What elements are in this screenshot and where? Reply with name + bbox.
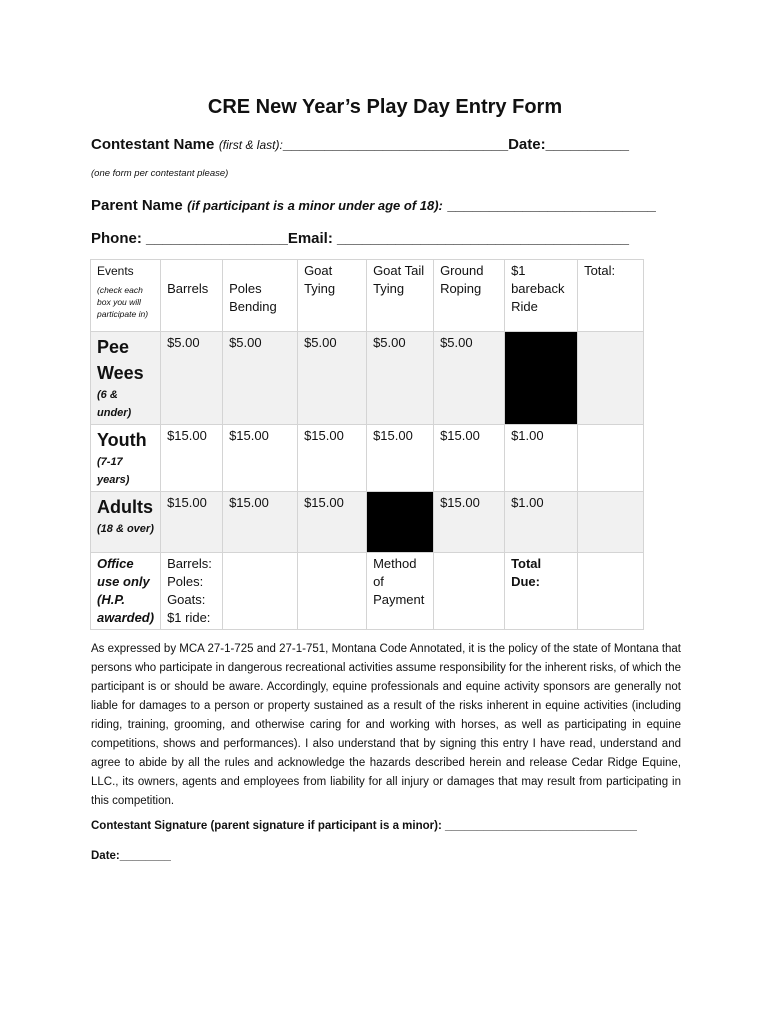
col-header-ground-roping: Ground Roping <box>434 260 505 332</box>
col-header-goat-tail-tying: Goat Tail Tying <box>367 260 434 332</box>
liability-text: As expressed by MCA 27-1-725 and 27-1-751, Montana Code Annotated, it is the policy of the state of Montana that persons who participate in dangerous recreational activities assume responsibility for the inherent risks, of which the participant is or should be aware. Accordingly, equine professionals and equine activity sponsors are generally not liable for damages to a person or property sustained as a result of the risks inherent in equine activities (including riding, training, grooming, and otherwise caring for and working with horses, as well as participating in equine competitions, shows and performances). I also understand that by signing this entry I have read, understand and agree to abide by all the rules and acknowledge the hazards described herein and release Cedar Ridge Equine, LLC., its owners, agents and employees from liability for all injury or damages that may result from participating in this competition. <box>91 643 681 807</box>
office-use-label: Office use only (H.P. awarded) <box>91 553 161 630</box>
col-header-total: Total: <box>578 260 644 332</box>
events-header-cell <box>91 260 161 332</box>
signature-date-line[interactable]: Date:________ <box>91 850 171 862</box>
parent-name-line[interactable] <box>91 197 656 215</box>
adults-goat-tying[interactable]: $15.00 <box>298 492 367 553</box>
date-field[interactable]: Date:__________ <box>508 136 630 153</box>
row-label-youth <box>91 425 161 492</box>
events-label: Events <box>97 264 134 278</box>
table-row-pee-wees <box>91 332 644 425</box>
one-form-note: (one form per contestant please) <box>91 168 229 179</box>
tally-goats: Goats: <box>167 592 206 607</box>
youth-poles[interactable]: $15.00 <box>223 425 298 492</box>
col-header-barrels: Barrels <box>161 260 223 332</box>
office-empty-2 <box>298 553 367 630</box>
events-note: (check each box you will participate in) <box>97 285 149 319</box>
adults-bareback[interactable]: $1.00 <box>505 492 578 553</box>
table-row-office <box>91 553 644 630</box>
adults-barrels[interactable]: $15.00 <box>161 492 223 553</box>
office-empty-1 <box>223 553 298 630</box>
youth-barrels[interactable]: $15.00 <box>161 425 223 492</box>
youth-ground-roping[interactable]: $15.00 <box>434 425 505 492</box>
pee-wees-poles[interactable]: $5.00 <box>223 332 298 425</box>
youth-bareback[interactable]: $1.00 <box>505 425 578 492</box>
tally-poles: Poles: <box>167 574 204 589</box>
adults-ground-roping[interactable]: $15.00 <box>434 492 505 553</box>
pee-wees-ground-roping[interactable]: $5.00 <box>434 332 505 425</box>
adults-name: Adults <box>97 497 153 517</box>
method-of-payment: Method of Payment <box>367 553 434 630</box>
parent-name-hint: (if participant is a minor under age of 18): <box>187 198 443 213</box>
phone-field[interactable]: Phone: _________________ <box>91 230 288 247</box>
tally-bareback: $1 ride: <box>167 610 211 625</box>
contestant-name-line[interactable] <box>91 136 629 154</box>
contact-line[interactable] <box>91 230 629 248</box>
pee-wees-age: (6 & under) <box>97 389 132 419</box>
events-table <box>90 259 644 630</box>
adults-total[interactable] <box>578 492 644 553</box>
youth-goat-tail[interactable]: $15.00 <box>367 425 434 492</box>
col-header-bareback: $1 bareback Ride <box>505 260 578 332</box>
pee-wees-barrels[interactable]: $5.00 <box>161 332 223 425</box>
contestant-name-hint: (first & last): <box>218 138 283 152</box>
contestant-name-label: Contestant Name <box>91 136 215 153</box>
signature-line[interactable]: Contestant Signature (parent signature if participant is a minor): ______________________________ <box>91 820 637 832</box>
office-tally <box>161 553 223 630</box>
contestant-name-blank[interactable]: ___________________________ <box>282 136 509 153</box>
col-header-poles: Poles Bending <box>223 260 298 332</box>
form-title: CRE New Year’s Play Day Entry Form <box>207 96 563 118</box>
youth-total[interactable] <box>578 425 644 492</box>
parent-name-blank[interactable]: _________________________ <box>447 197 656 214</box>
youth-goat-tying[interactable]: $15.00 <box>298 425 367 492</box>
youth-name: Youth <box>97 430 147 450</box>
adults-age: (18 & over) <box>97 523 154 535</box>
pee-wees-name: Pee Wees <box>97 337 144 383</box>
total-due-label: Total Due: <box>505 553 578 630</box>
adults-goat-tail-blocked <box>367 492 434 553</box>
col-header-goat-tying: Goat Tying <box>298 260 367 332</box>
email-field[interactable]: Email: ___________________________________ <box>287 230 629 247</box>
table-row-youth <box>91 425 644 492</box>
adults-poles[interactable]: $15.00 <box>223 492 298 553</box>
parent-name-label: Parent Name <box>91 197 183 214</box>
tally-barrels: Barrels: <box>167 556 212 571</box>
row-label-adults <box>91 492 161 553</box>
table-header-row <box>91 260 644 332</box>
pee-wees-total[interactable] <box>578 332 644 425</box>
total-due-value[interactable] <box>578 553 644 630</box>
table-row-adults <box>91 492 644 553</box>
pee-wees-goat-tail[interactable]: $5.00 <box>367 332 434 425</box>
youth-age: (7-17 years) <box>97 456 130 486</box>
pee-wees-goat-tying[interactable]: $5.00 <box>298 332 367 425</box>
office-empty-3 <box>434 553 505 630</box>
pee-wees-bareback-blocked <box>505 332 578 425</box>
row-label-pee-wees <box>91 332 161 425</box>
